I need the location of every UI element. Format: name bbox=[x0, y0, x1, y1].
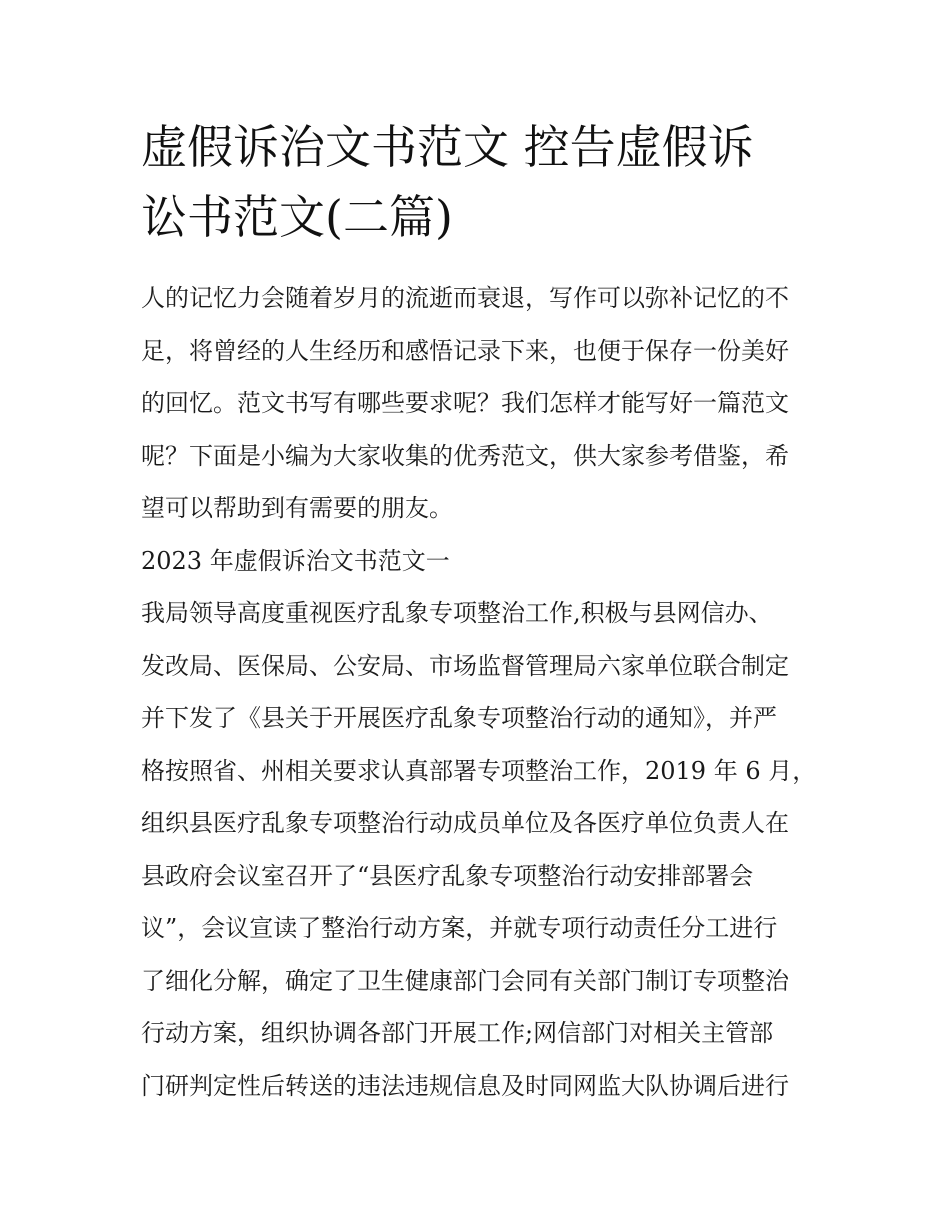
body-line: 门研判定性后转送的违法违规信息及时同网监大队协调后进行 bbox=[141, 1071, 789, 1100]
section-heading: 2023 年虚假诉治文书范文一 bbox=[141, 546, 450, 575]
body-line: 我局领导高度重视医疗乱象专项整治工作,积极与县网信办、 bbox=[141, 599, 773, 627]
title-line: 讼书范文(二篇) bbox=[141, 190, 453, 244]
body-line: 议”，会议宣读了整治行动方案，并就专项行动责任分工进行 bbox=[141, 914, 778, 942]
title-line: 虚假诉治文书范文 控告虚假诉 bbox=[141, 120, 754, 174]
body-line: 并下发了《县关于开展医疗乱象专项整治行动的通知》，并严 bbox=[141, 704, 777, 732]
document-title bbox=[141, 112, 813, 252]
body-line: 发改局、医保局、公安局、市场监督管理局六家单位联合制定 bbox=[141, 651, 789, 680]
body-line: 组织县医疗乱象专项整治行动成员单位及各医疗单位负责人在 bbox=[141, 809, 789, 837]
body-line: 人的记忆力会随着岁月的流逝而衰退，写作可以弥补记忆的不 bbox=[141, 284, 789, 312]
body-line: 的回忆。范文书写有哪些要求呢？我们怎样才能写好一篇范文 bbox=[141, 389, 789, 417]
document-content bbox=[141, 112, 817, 1112]
body-line: 县政府会议室召开了“县医疗乱象专项整治行动安排部署会 bbox=[141, 861, 754, 890]
body-line: 了细化分解，确定了卫生健康部门会同有关部门制订专项整治 bbox=[141, 966, 789, 995]
body-line: 足，将曾经的人生经历和感悟记录下来，也便于保存一份美好 bbox=[141, 336, 789, 365]
body-line: 格按照省、州相关要求认真部署专项整治工作，2019 年 6 月， bbox=[141, 756, 817, 785]
body-line: 行动方案，组织协调各部门开展工作;网信部门对相关主管部 bbox=[141, 1019, 774, 1047]
body-line: 呢？下面是小编为大家收集的优秀范文，供大家参考借鉴，希 bbox=[141, 441, 789, 470]
document-body bbox=[141, 272, 817, 1112]
body-line: 望可以帮助到有需要的朋友。 bbox=[141, 494, 453, 522]
